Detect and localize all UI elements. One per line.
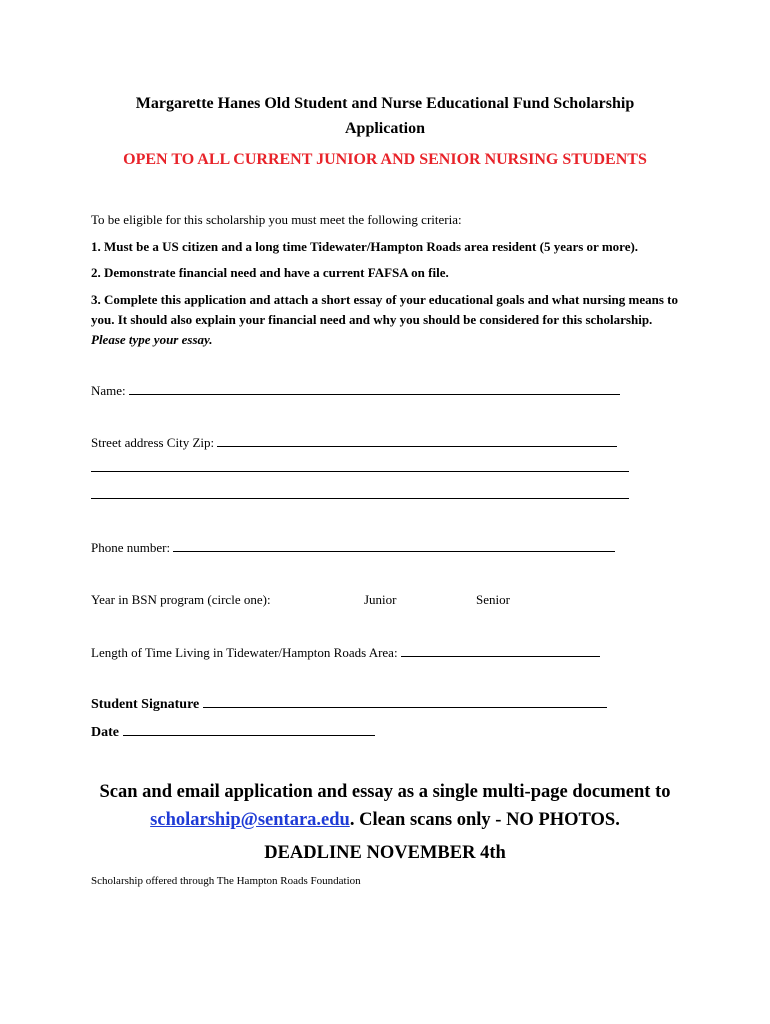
title-line-1: Margarette Hanes Old Student and Nurse Educational Fund Scholarship: [135, 95, 635, 112]
footer-note: Scholarship offered through The Hampton Roads Foundation: [91, 875, 361, 887]
address-input-line-2[interactable]: [91, 471, 629, 472]
criteria-item-3: [91, 290, 681, 350]
length-input-line[interactable]: [401, 646, 600, 657]
phone-row: [91, 540, 615, 556]
title-line-2: Application: [344, 120, 425, 137]
criteria-item-3-text: 3. Complete this application and attach a short essay of your educational goals and what nursing means to you. It should also explain your financial need and why you should be considered for this scholarship.: [91, 292, 678, 327]
address-row: [91, 435, 617, 451]
open-notice: OPEN TO ALL CURRENT JUNIOR AND SENIOR NURSING STUDENTS: [123, 151, 647, 168]
length-row: [91, 645, 600, 661]
submission-line-2-rest: . Clean scans only - NO PHOTOS.: [349, 810, 620, 830]
name-row: [91, 383, 620, 399]
criteria-item-3-emphasis: Please type your essay.: [91, 332, 213, 347]
date-input-line[interactable]: [123, 725, 375, 736]
criteria-item-2: 2. Demonstrate financial need and have a current FAFSA on file.: [91, 265, 449, 280]
length-label: Length of Time Living in Tidewater/Hampton Roads Area:: [91, 645, 398, 660]
address-label: Street address City Zip:: [91, 435, 215, 450]
email-link[interactable]: scholarship@sentara.edu: [150, 810, 350, 830]
signature-row: [91, 697, 607, 713]
phone-input-line[interactable]: [173, 541, 615, 552]
deadline: DEADLINE NOVEMBER 4th: [264, 843, 506, 863]
criteria-item-1: 1. Must be a US citizen and a long time Tidewater/Hampton Roads area resident (5 years or more).: [91, 239, 639, 254]
year-label: Year in BSN program (circle one):: [91, 592, 271, 607]
phone-label: Phone number:: [91, 540, 171, 555]
name-input-line[interactable]: [129, 384, 620, 395]
date-row: [91, 725, 375, 741]
criteria-intro: To be eligible for this scholarship you must meet the following criteria:: [91, 212, 462, 227]
submission-line-2: [0, 810, 770, 831]
date-label: Date: [91, 725, 119, 740]
address-input-line[interactable]: [217, 436, 617, 447]
year-option-junior[interactable]: Junior: [364, 592, 397, 607]
address-input-line-3[interactable]: [91, 498, 629, 499]
submission-line-1: Scan and email application and essay as a single multi-page document to: [99, 782, 671, 802]
signature-input-line[interactable]: [203, 697, 607, 708]
name-label: Name:: [91, 383, 126, 398]
signature-label: Student Signature: [91, 697, 200, 712]
year-option-senior[interactable]: Senior: [476, 592, 510, 607]
